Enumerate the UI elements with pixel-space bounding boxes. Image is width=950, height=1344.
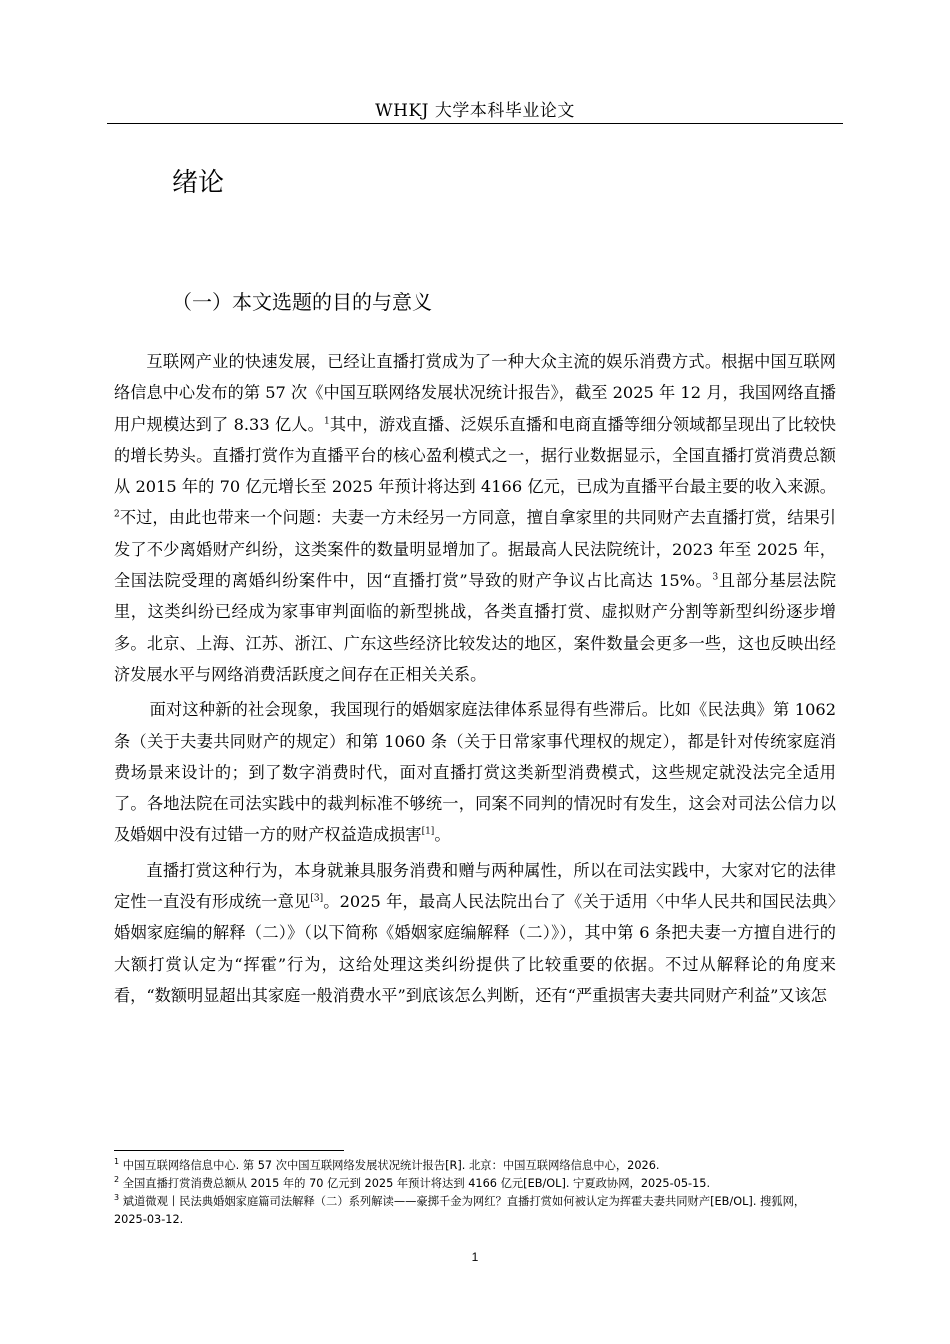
footnote-text: 全国直播打赏消费总额从 2015 年的 70 亿元到 2025 年预计将达到 4166 亿元[EB/OL]. 宁夏政协网，2025-05-15. [122, 1177, 711, 1190]
paragraph-2-part-b: 。 [434, 825, 451, 845]
footnote-divider [114, 1150, 344, 1151]
footnote-number: 2 [114, 1175, 120, 1185]
citation-ref-3[interactable]: [3] [310, 893, 324, 904]
footnote-ref-2[interactable]: 2 [114, 510, 120, 521]
paragraph-3 [114, 855, 836, 1011]
page-header-title: WHKJ 大学本科毕业论文 [375, 101, 575, 121]
footnote-item [114, 1193, 836, 1229]
footnote-number: 3 [114, 1193, 120, 1203]
paragraph-3-part-b: 。2025 年，最高人民法院出台了《关于适用〈中华人民共和国民法典〉婚姻家庭编的解释（二）》（以下简称《婚姻家庭编解释（二）》），其中第 6 条把夫妻一方擅自进行的大额打赏认定为“挥霍”行为，这给处理这类纠纷提供了比较重要的依据。不过从解释论的角度来看，“数额明显超出其家庭一般消费水平”到底该怎么判断，还有“严重损害夫妻共同财产利益”又该怎 [114, 892, 836, 1005]
paragraph-2 [114, 694, 836, 850]
footnote-text: 中国互联网络信息中心. 第 57 次中国互联网络发展状况统计报告[R]. 北京：中国互联网络信息中心，2026. [122, 1159, 660, 1172]
section-title: （一）本文选题的目的与意义 [172, 290, 432, 314]
paragraph-1-part-b: 其中，游戏直播、泛娱乐直播和电商直播等细分领域都呈现出了比较快的增长势头。直播打赏作为直播平台的核心盈利模式之一，据行业数据显示，全国直播打赏消费总额从 2015 年的 70 亿元增长至 2025 年预计将达到 4166 亿元，已成为直播平台最主要的收入来源。 [114, 414, 836, 497]
chapter-title: 绪论 [172, 168, 225, 198]
footnote-ref-3[interactable]: 3 [712, 572, 719, 583]
citation-ref-1[interactable]: [1] [421, 827, 435, 838]
body-text [114, 346, 836, 1015]
footnote-item [114, 1157, 836, 1175]
footnotes [114, 1157, 836, 1229]
paragraph-1-part-a: 互联网产业的快速发展，已经让直播打赏成为了一种大众主流的娱乐消费方式。根据中国互联网络信息中心发布的第 57 次《中国互联网络发展状况统计报告》，截至 2025 年 12 月，我国网络直播用户规模达到了 8.33 亿人。 [114, 352, 836, 434]
paragraph-3-part-a: 直播打赏这种行为，本身就兼具服务消费和赠与两种属性，所以在司法实践中，大家对它的法律定性一直没有形成统一意见 [114, 860, 836, 912]
footnote-item [114, 1175, 836, 1193]
paragraph-1-part-c: 不过，由此也带来一个问题：夫妻一方未经另一方同意，擅自拿家里的共同财产去直播打赏，结果引发了不少离婚财产纠纷，这类案件的数量明显增加了。据最高人民法院统计，2023 年至 2025 年，全国法院受理的离婚纠纷案件中，因“直播打赏”导致的财产争议占比高达 15%。 [114, 508, 836, 591]
footnote-text: 斌道微观丨民法典婚姻家庭篇司法解释（二）系列解读——豪掷千金为网红？直播打赏如何被认定为挥霍夫妻共同财产[EB/OL]. 搜狐网，2025-03-12. [114, 1195, 806, 1226]
paragraph-1-part-d: 且部分基层法院里，这类纠纷已经成为家事审判面临的新型挑战，各类直播打赏、虚拟财产分割等新型纠纷逐步增多。北京、上海、江苏、浙江、广东这些经济比较发达的地区，案件数量会更多一些，这也反映出经济发展水平与网络消费活跃度之间存在正相关关系。 [114, 571, 837, 684]
header-divider [107, 123, 843, 124]
paragraph-2-part-a: 面对这种新的社会现象，我国现行的婚姻家庭法律体系显得有些滞后。比如《民法典》第 1062 条（关于夫妻共同财产的规定）和第 1060 条（关于日常家事代理权的规定），都是针对传统家庭消费场景来设计的；到了数字消费时代，面对直播打赏这类新型消费模式，这些规定就没法完全适用了。各地法院在司法实践中的裁判标准不够统一，同案不同判的情况时有发生，这会对司法公信力以及婚姻中没有过错一方的财产权益造成损害 [114, 700, 836, 845]
page-number: 1 [471, 1250, 479, 1264]
paragraph-1 [114, 346, 836, 690]
footnote-ref-1[interactable]: 1 [323, 416, 330, 427]
footnote-number: 1 [114, 1157, 120, 1167]
